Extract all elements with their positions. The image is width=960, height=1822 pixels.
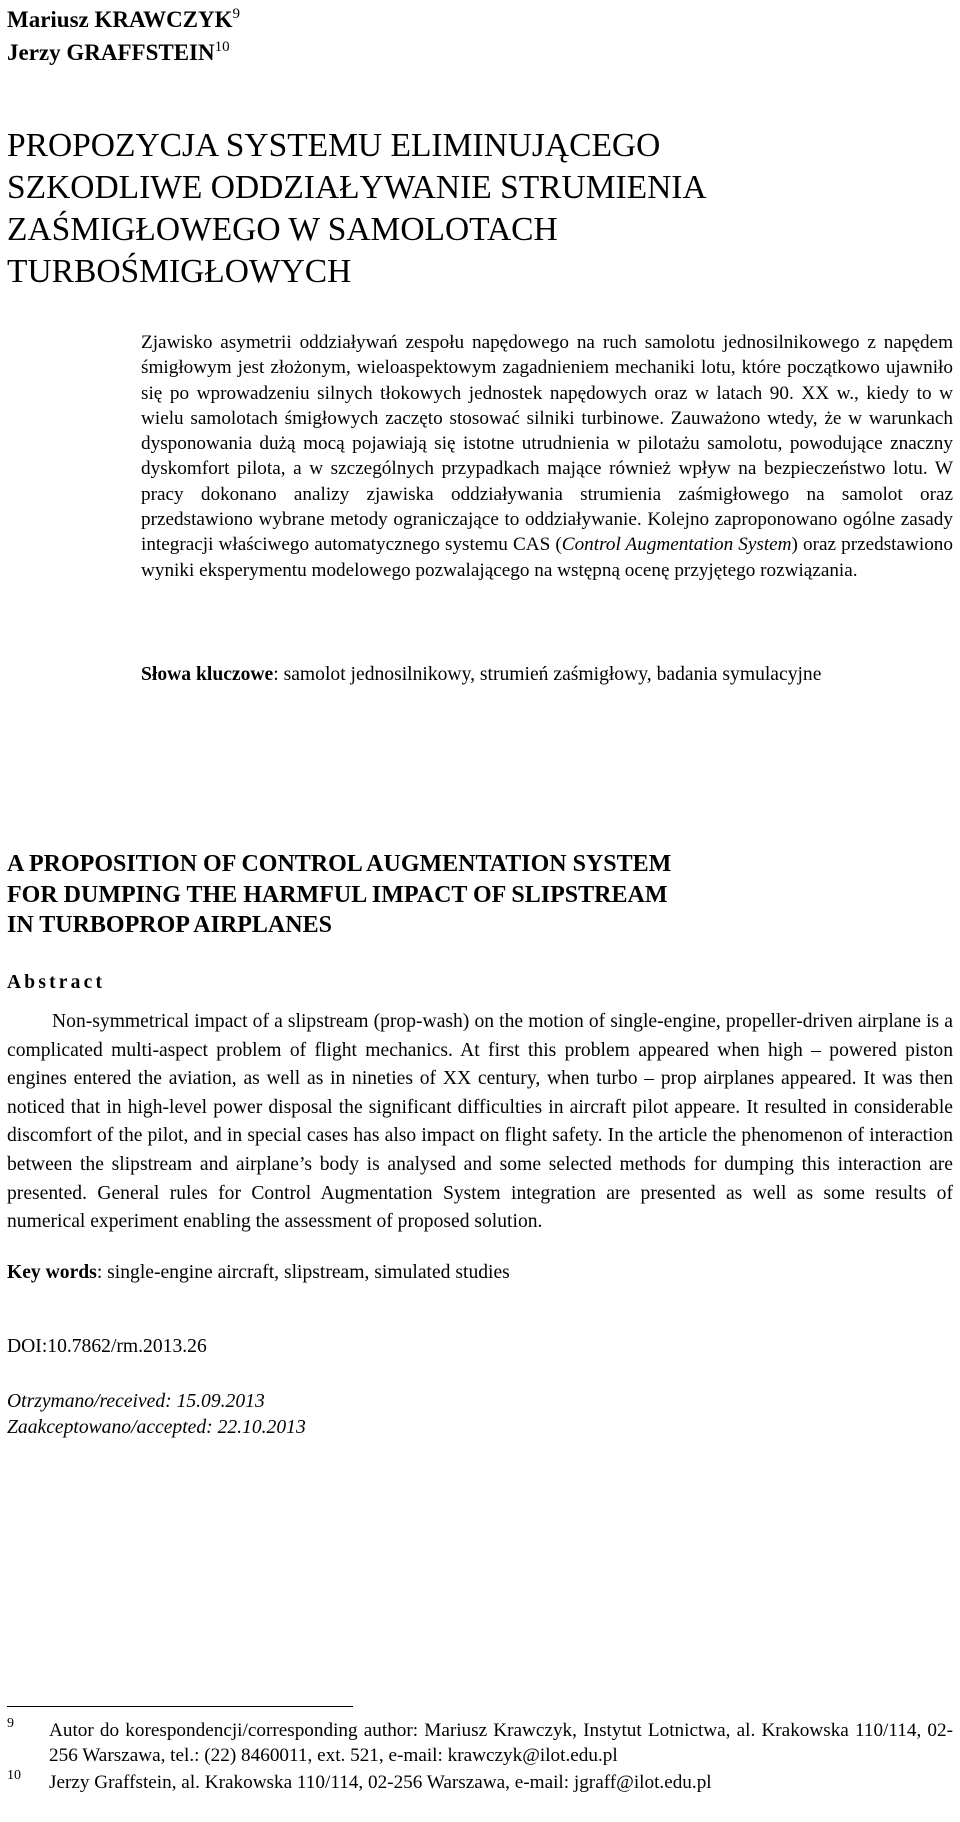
polish-abstract [141,330,953,583]
author-footnote-ref: 10 [214,39,230,55]
abstract-text: Non-symmetrical impact of a slipstream (prop-wash) on the motion of single-engine, propeller-driven airplane is a complicated multi-aspect problem of flight mechanics. At first this problem appeared when high – powered piston engines entered the aviation, as well as in nineties of XX century, when turbo – prop airplanes appeared. It was then noticed that in high-level power disposal the significant difficulties in aircraft pilot appeare. It resulted in considerable discomfort of the pilot, and in special cases has also impact on flight safety. In the article the phenomenon of interaction between the slipstream and airplane’s body is analysed and some selected methods for dumping this interaction are presented. General rules for Control Augmentation System integration are presented as well as some results of numerical experiment enabling the assessment of proposed solution. [7,1011,953,1233]
title-line: FOR DUMPING THE HARMFUL IMPACT OF SLIPSTREAM [7,881,668,908]
author-name: Mariusz KRAWCZYK [7,7,233,32]
keywords-label: Słowa kluczowe [141,664,274,685]
keywords-text: : single-engine aircraft, slipstream, simulated studies [96,1262,510,1283]
abstract-text: ) oraz przedstawiono wyniki eksperymentu modelowego pozwalającego na wstępną ocenę przyjętego rozwiązania. [141,534,953,581]
title-line: A PROPOSITION OF CONTROL AUGMENTATION SYSTEM [7,851,672,877]
footnote-number: 10 [7,1768,21,1783]
english-abstract [7,1008,953,1237]
abstract-text: Zjawisko asymetrii oddziaływań zespołu napędowego na ruch samolotu jednosilnikowego z napędem śmigłowym jest złożonym, wieloaspektowym zagadnieniem mechaniki lotu, które początkowo ujawniło się po wprowadzeniu silnych tłokowych jednostek napędowych oraz w latach 90. XX w., kiedy to w wielu samolotach śmigłowych zaczęto stosować silniki turbinowe. Zauważono wtedy, że w warunkach dysponowania dużą mocą pojawiają się istotne utrudnienia w pilotażu samolotu, powodujące znaczny dyskomfort pilota, a w szczególnych przypadkach mające również wpływ na bezpieczeństwo lotu. W pracy dokonano analizy zjawiska oddziaływania strumienia zaśmigłowego na samolot oraz przedstawiono wybrane metody ograniczające to oddziaływanie. Kolejno zaproponowano ogólne zasady integracji właściwego automatycznego systemu CAS ( [141,332,953,556]
footnote-number: 9 [7,1716,14,1731]
received-date: Otrzymano/received: 15.09.2013 [7,1391,265,1412]
author-1 [7,3,240,36]
footnote-text: Autor do korespondencji/corresponding author: Mariusz Krawczyk, Instytut Lotnictwa, al. Krakowska 110/114, 02-256 Warszawa, tel.: (22) 8460011, ext. 521, e-mail: krawczyk@ilot.edu.pl [49,1720,953,1766]
footnote-9 [7,1718,953,1768]
abstract-italic-term: Control Augmentation System [561,534,792,556]
accepted-date: Zaakceptowano/accepted: 22.10.2013 [7,1417,306,1438]
footnote-divider [7,1706,353,1707]
author-list [7,3,240,69]
author-footnote-ref: 9 [232,6,241,22]
abstract-heading: Abstract [7,972,106,993]
title-line: SZKODLIWE ODDZIAŁYWANIE STRUMIENIA [7,169,707,206]
submission-dates [7,1389,306,1441]
english-title [7,849,907,941]
title-line: TURBOŚMIGŁOWYCH [7,253,352,290]
title-line: IN TURBOPROP AIRPLANES [7,912,332,938]
keywords-label: Key words [7,1262,97,1283]
title-line: PROPOZYCJA SYSTEMU ELIMINUJĄCEGO [7,127,661,164]
title-line: ZAŚMIGŁOWEGO W SAMOLOTACH [7,211,558,248]
english-keywords [7,1262,510,1284]
polish-keywords [141,660,953,689]
polish-title [7,125,907,293]
author-name: Jerzy GRAFFSTEIN [7,40,215,65]
footnote-text: Jerzy Graffstein, al. Krakowska 110/114, 02-256 Warszawa, e-mail: jgraff@ilot.edu.pl [49,1772,712,1793]
doi: DOI:10.7862/rm.2013.26 [7,1336,207,1357]
footnote-10 [7,1770,953,1795]
keywords-text: : samolot jednosilnikowy, strumień zaśmigłowy, badania symulacyjne [273,664,822,685]
footnotes [7,1718,953,1795]
author-2 [7,36,240,69]
